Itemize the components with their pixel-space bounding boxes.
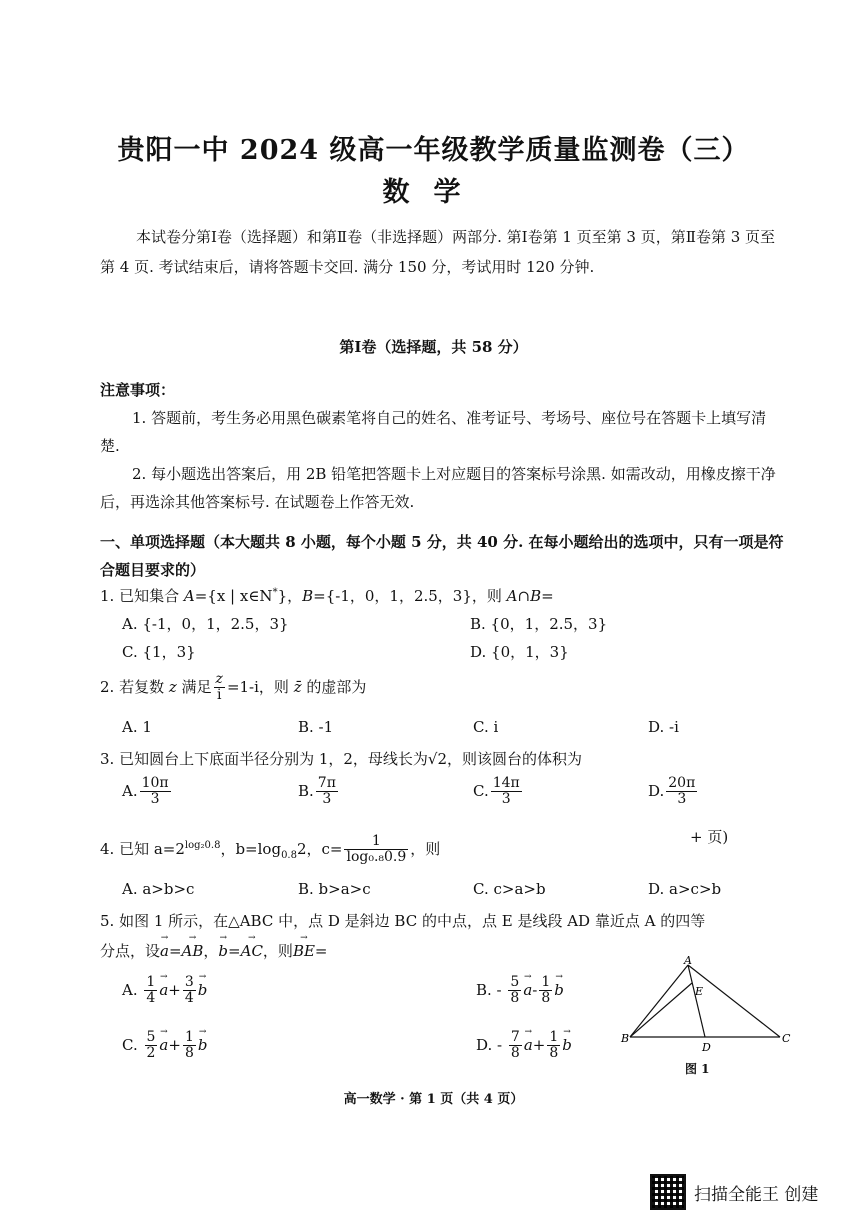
point-c-label: C xyxy=(782,1032,791,1045)
point-d-label: D xyxy=(702,1041,711,1054)
section1-heading xyxy=(100,528,790,584)
edge-ab xyxy=(630,965,688,1037)
question-4-option-b: B. b>a>c xyxy=(298,880,371,898)
question-2-option-b: B. -1 xyxy=(298,718,334,736)
exam-intro xyxy=(100,222,780,282)
page-footer: 高一数学 · 第 1 页（共 4 页） xyxy=(343,1092,524,1107)
question-5-line-2: 分点，设→ a=→ AB，→ b=→ AC，则→ BE= xyxy=(100,940,328,961)
part1-title: 第Ⅰ卷（选择题，共 58 分） xyxy=(339,338,528,356)
watermark-text: 扫描全能王 创建 xyxy=(694,1184,819,1205)
question-5-option-d: D. - $\frac{7}{8}$ → a+ $\frac{1}{8}$ → b xyxy=(476,1030,572,1062)
question-5-option-b: B. - $\frac{5}{8}$ → a- $\frac{1}{8}$ → b xyxy=(476,975,564,1007)
scanner-watermark xyxy=(650,1174,818,1210)
question-1-option-b: B. {0，1，2.5，3} xyxy=(470,615,608,633)
question-2-option-d: D. -i xyxy=(648,718,679,736)
notes-block xyxy=(100,376,780,516)
question-1-stem: 1. 已知集合 A={x | x∈N*}，B={-1，0，1，2.5，3}，则 A∩B= xyxy=(100,587,554,605)
question-1-option-c: C. {1，3} xyxy=(122,643,196,661)
question-4-option-d: D. a>c>b xyxy=(648,880,722,898)
question-2-option-a: A. 1 xyxy=(122,718,152,736)
exam-subject: 数学 xyxy=(382,177,485,208)
point-b-label: B xyxy=(621,1032,630,1045)
qr-code-icon xyxy=(650,1174,686,1210)
notes-heading: 注意事项： xyxy=(100,381,176,399)
question-1-option-a: A. {-1，0，1，2.5，3} xyxy=(122,615,289,633)
question-3-stem: 3. 已知圆台上下底面半径分别为 1，2，母线长为√2，则该圆台的体积为 xyxy=(100,750,583,768)
question-3-option-a: A. $\frac{10\pi}{3}$ xyxy=(122,775,169,808)
figure-caption: 图 1 xyxy=(685,1062,710,1076)
question-4-option-a: A. a>b>c xyxy=(122,880,195,898)
point-e-label: E xyxy=(695,985,704,998)
question-2-option-c: C. i xyxy=(473,718,499,736)
question-3-option-b: B. $\frac{7\pi}{3}$ xyxy=(298,775,336,808)
question-3-option-c: C. $\frac{14\pi}{3}$ xyxy=(473,775,520,808)
edge-ac xyxy=(688,965,780,1037)
question-1-option-d: D. {0，1，3} xyxy=(470,643,569,661)
section1-heading-text: 一、单项选择题（本大题共 8 小题，每个小题 5 分，共 40 分. 在每小题给出的选项中，只有一项是符合题目要求的） xyxy=(100,533,784,579)
question-4-stem: 4. 已知 $a=2^{log_20.8}$，$b=\log_{0.8}2$，c= $\frac{1}{\text{log₀.₈0.9}}$ ，则 xyxy=(100,833,441,866)
intro-text: 本试卷分第Ⅰ卷（选择题）和第Ⅱ卷（非选择题）两部分. 第Ⅰ卷第 1 页至第 3 页，第Ⅱ卷第 3 页至第 4 页. 考试结束后，请将答题卡交回. 满分 150 分，考试用时 120 分钟. xyxy=(100,228,776,276)
question-3-option-d: D. $\frac{20\pi}{3}$ xyxy=(648,775,696,808)
question-5-line-1: 5. 如图 1 所示，在△ABC 中，点 D 是斜边 BC 的中点，点 E 是线段 AD 靠近点 A 的四等 xyxy=(100,912,706,930)
exam-title: 贵阳一中 2024 级高一年级教学质量监测卷（三） xyxy=(117,135,750,166)
note-item-2: 2. 每小题选出答案后，用 2B 铅笔把答题卡上对应题目的答案标号涂黑. 如需改动，用橡皮擦干净后，再选涂其他答案标号. 在试题卷上作答无效. xyxy=(100,465,776,511)
triangle-figure xyxy=(620,955,800,1075)
note-item-1: 1. 答题前，考生务必用黑色碳素笔将自己的姓名、准考证号、考场号、座位号在答题卡上填写清楚. xyxy=(100,409,767,455)
q2-fraction: $\frac{z}{i}$ xyxy=(215,671,223,704)
question-4-option-c: C. c>a>b xyxy=(473,880,546,898)
question-5-option-a: A. $\frac{1}{4}$ → a+ $\frac{3}{4}$ → b xyxy=(122,975,207,1007)
question-2-stem: 2. 若复数 z 满足 $\frac{z}{i}$ =1-i，则 z̄ 的虚部为 xyxy=(100,671,367,704)
point-a-label: A xyxy=(684,955,692,967)
segment-be xyxy=(630,983,692,1037)
question-5-option-c: C. $\frac{5}{2}$ → a+ $\frac{1}{8}$ → b xyxy=(122,1030,207,1062)
stray-mark: + 页) xyxy=(690,828,729,846)
